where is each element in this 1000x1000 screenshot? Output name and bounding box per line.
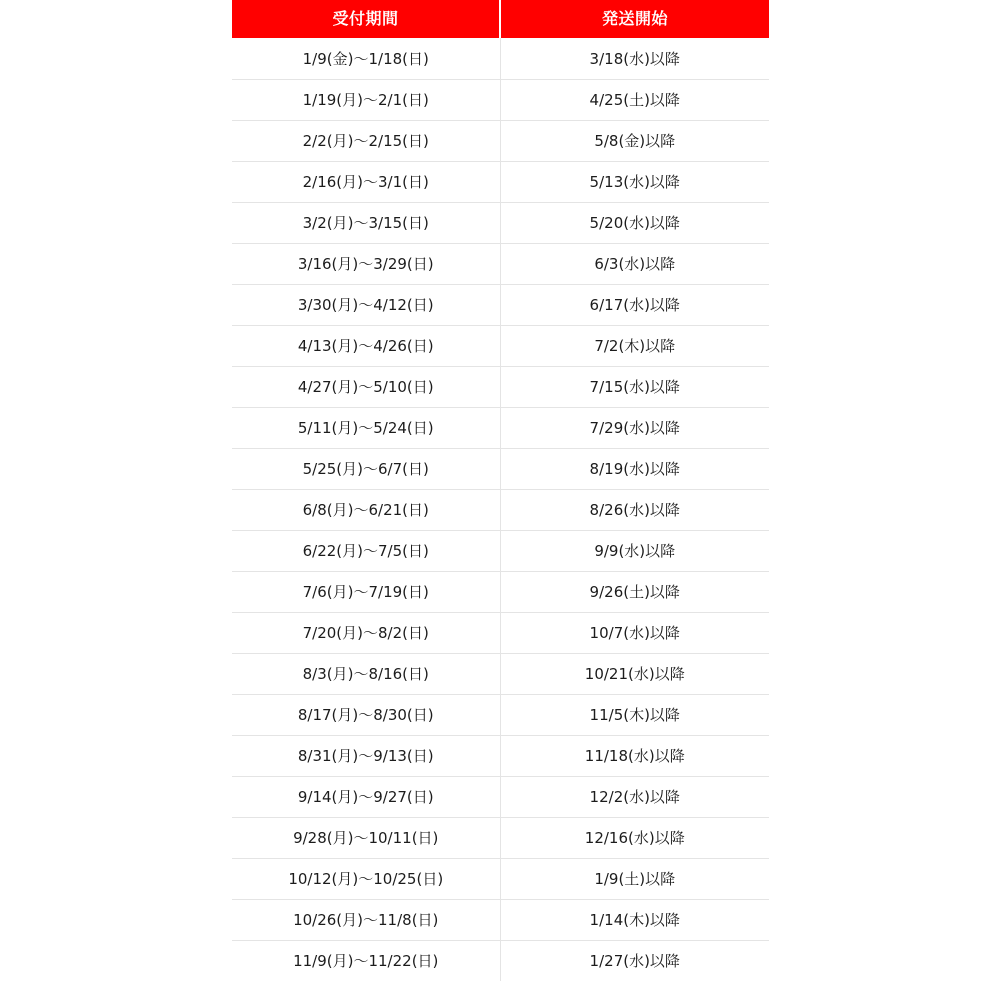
cell-shipping: 9/9(水)以降 <box>500 530 769 571</box>
table-header <box>232 0 769 38</box>
cell-period: 9/14(月)〜9/27(日) <box>232 776 500 817</box>
header-row <box>232 0 769 38</box>
table-row <box>232 284 769 325</box>
cell-period: 3/2(月)〜3/15(日) <box>232 202 500 243</box>
cell-period: 10/12(月)〜10/25(日) <box>232 858 500 899</box>
cell-period: 2/2(月)〜2/15(日) <box>232 120 500 161</box>
cell-period: 6/8(月)〜6/21(日) <box>232 489 500 530</box>
schedule-table <box>232 0 769 981</box>
table-row <box>232 653 769 694</box>
cell-period: 4/13(月)〜4/26(日) <box>232 325 500 366</box>
cell-period: 2/16(月)〜3/1(日) <box>232 161 500 202</box>
cell-shipping: 3/18(水)以降 <box>500 38 769 79</box>
cell-shipping: 5/13(水)以降 <box>500 161 769 202</box>
cell-period: 8/3(月)〜8/16(日) <box>232 653 500 694</box>
table-row <box>232 817 769 858</box>
cell-shipping: 1/27(水)以降 <box>500 940 769 981</box>
cell-period: 9/28(月)〜10/11(日) <box>232 817 500 858</box>
cell-shipping: 7/2(木)以降 <box>500 325 769 366</box>
table-row <box>232 38 769 79</box>
cell-period: 3/16(月)〜3/29(日) <box>232 243 500 284</box>
cell-shipping: 6/17(水)以降 <box>500 284 769 325</box>
cell-period: 10/26(月)〜11/8(日) <box>232 899 500 940</box>
cell-period: 5/11(月)〜5/24(日) <box>232 407 500 448</box>
cell-period: 11/9(月)〜11/22(日) <box>232 940 500 981</box>
table-row <box>232 161 769 202</box>
table-row <box>232 776 769 817</box>
cell-shipping: 11/18(水)以降 <box>500 735 769 776</box>
cell-shipping: 10/21(水)以降 <box>500 653 769 694</box>
table-row <box>232 899 769 940</box>
cell-shipping: 1/14(木)以降 <box>500 899 769 940</box>
table-row <box>232 489 769 530</box>
table-row <box>232 448 769 489</box>
table-row <box>232 366 769 407</box>
cell-shipping: 5/20(水)以降 <box>500 202 769 243</box>
cell-shipping: 12/16(水)以降 <box>500 817 769 858</box>
cell-shipping: 1/9(土)以降 <box>500 858 769 899</box>
table-row <box>232 571 769 612</box>
table-body <box>232 38 769 981</box>
cell-period: 5/25(月)〜6/7(日) <box>232 448 500 489</box>
table-row <box>232 325 769 366</box>
cell-period: 7/20(月)〜8/2(日) <box>232 612 500 653</box>
table-row <box>232 79 769 120</box>
cell-period: 4/27(月)〜5/10(日) <box>232 366 500 407</box>
cell-shipping: 9/26(土)以降 <box>500 571 769 612</box>
table-row <box>232 612 769 653</box>
table-row <box>232 735 769 776</box>
table-row <box>232 530 769 571</box>
cell-shipping: 4/25(土)以降 <box>500 79 769 120</box>
cell-period: 1/9(金)〜1/18(日) <box>232 38 500 79</box>
cell-period: 6/22(月)〜7/5(日) <box>232 530 500 571</box>
cell-shipping: 6/3(水)以降 <box>500 243 769 284</box>
cell-period: 8/31(月)〜9/13(日) <box>232 735 500 776</box>
cell-shipping: 8/26(水)以降 <box>500 489 769 530</box>
table-row <box>232 858 769 899</box>
table-row <box>232 243 769 284</box>
table-row <box>232 202 769 243</box>
cell-shipping: 11/5(木)以降 <box>500 694 769 735</box>
cell-period: 7/6(月)〜7/19(日) <box>232 571 500 612</box>
cell-shipping: 7/29(水)以降 <box>500 407 769 448</box>
table-row <box>232 407 769 448</box>
cell-period: 1/19(月)〜2/1(日) <box>232 79 500 120</box>
cell-shipping: 12/2(水)以降 <box>500 776 769 817</box>
table-row <box>232 120 769 161</box>
cell-shipping: 7/15(水)以降 <box>500 366 769 407</box>
table-row <box>232 694 769 735</box>
cell-period: 8/17(月)〜8/30(日) <box>232 694 500 735</box>
column-header-period: 受付期間 <box>232 0 500 38</box>
cell-period: 3/30(月)〜4/12(日) <box>232 284 500 325</box>
column-header-shipping: 発送開始 <box>500 0 769 38</box>
table-row <box>232 940 769 981</box>
cell-shipping: 5/8(金)以降 <box>500 120 769 161</box>
cell-shipping: 8/19(水)以降 <box>500 448 769 489</box>
cell-shipping: 10/7(水)以降 <box>500 612 769 653</box>
